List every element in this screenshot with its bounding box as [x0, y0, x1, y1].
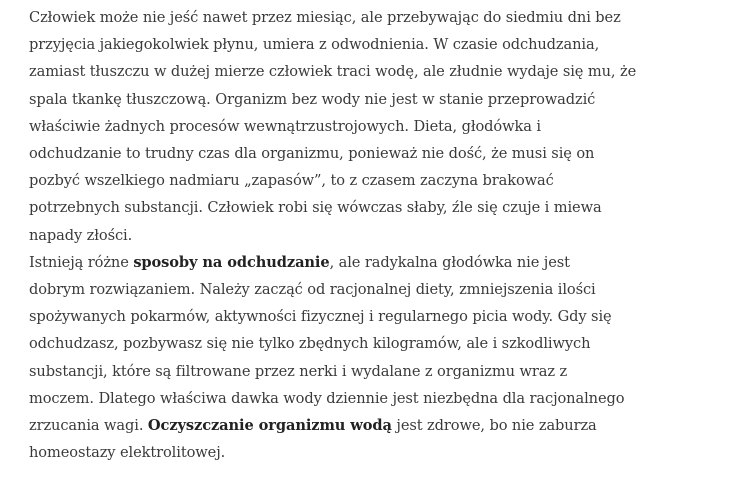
text-line: spala tkankę tłuszczową. Organizm bez wody nie jest w stanie przeprowadzić: [29, 90, 596, 108]
text-segment: jest zdrowe, bo nie zaburza: [391, 417, 597, 435]
text-line: przyjęcia jakiegokolwiek płynu, umiera z odwodnienia. W czasie odchudzania,: [29, 36, 600, 54]
bold-phrase-weight-loss-methods: sposoby na odchudzanie: [133, 253, 330, 271]
paragraph-weight-loss: [29, 249, 729, 467]
text-line: odchudzanie to trudny czas dla organizmu, ponieważ nie dość, że musi się on: [29, 145, 595, 163]
paragraph-dehydration: [29, 4, 729, 249]
text-line: [29, 412, 729, 439]
text-line: homeostazy elektrolitowej.: [29, 444, 226, 462]
text-line: pozbyć wszelkiego nadmiaru „zapasów”, to z czasem zaczyna brakować: [29, 172, 554, 190]
text-segment: zrzucania wagi.: [29, 417, 148, 435]
bold-phrase-water-cleansing: Oczyszczanie organizmu wodą: [147, 417, 392, 435]
text-line: odchudzasz, pozbywasz się nie tylko zbędnych kilogramów, ale i szkodliwych: [29, 335, 591, 353]
text-segment: , ale radykalna głodówka nie jest: [329, 253, 570, 271]
text-line: dobrym rozwiązaniem. Należy zacząć od racjonalnej diety, zmniejszenia ilości: [29, 281, 596, 299]
text-line: moczem. Dlatego właściwa dawka wody dziennie jest niezbędna dla racjonalnego: [29, 389, 625, 407]
text-line: Człowiek może nie jeść nawet przez miesiąc, ale przebywając do siedmiu dni bez: [29, 9, 621, 26]
text-line: właściwie żadnych procesów wewnątrzustrojowych. Dieta, głodówka i: [29, 117, 541, 135]
text-line: spożywanych pokarmów, aktywności fizycznej i regularnego picia wody. Gdy się: [29, 308, 612, 326]
text-line: napady złości.: [29, 226, 133, 244]
text-line: substancji, które są filtrowane przez nerki i wydalane z organizmu wraz z: [29, 362, 568, 380]
text-line: zamiast tłuszczu w dużej mierze człowiek traci wodę, ale złudnie wydaje się mu, że: [29, 63, 637, 81]
text-line: [29, 249, 729, 276]
text-line: potrzebnych substancji. Człowiek robi się wówczas słaby, źle się czuje i miewa: [29, 199, 602, 217]
article-body: [29, 4, 729, 466]
text-segment: Istnieją różne: [29, 253, 134, 271]
